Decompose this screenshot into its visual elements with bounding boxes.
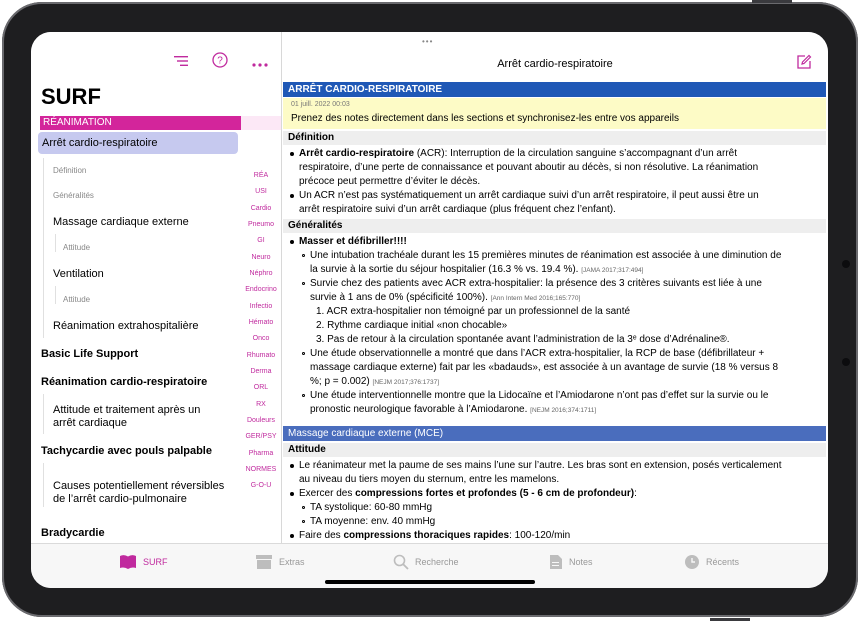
nav-item-bls[interactable]: Basic Life Support — [41, 348, 139, 360]
index-item[interactable]: Endocrino — [245, 286, 277, 293]
bullet — [302, 282, 305, 285]
section-banner-mce: Massage cardiaque externe (MCE) — [283, 426, 826, 441]
nav-item-tachycardie[interactable]: Tachycardie avec pouls palpable — [41, 445, 212, 457]
nav-subitem-attitude-traitement[interactable]: Attitude et traitement après un — [53, 404, 201, 416]
index-item[interactable]: Pneumo — [247, 221, 275, 228]
index-item[interactable]: ORL — [253, 384, 269, 391]
nav-item-bradycardie[interactable]: Bradycardie — [41, 527, 105, 539]
nav-subitem-attitude[interactable]: Attitude — [63, 243, 91, 252]
index-item[interactable]: RX — [256, 401, 266, 408]
text-line: TA moyenne: env. 40 mmHg — [310, 516, 436, 527]
tree-line — [43, 463, 44, 507]
multitasking-dots-icon[interactable]: ••• — [422, 37, 434, 46]
sidebar-toolbar — [31, 52, 281, 74]
nav-subitem-generalites[interactable]: Généralités — [53, 191, 94, 200]
index-item[interactable]: USI — [255, 188, 267, 195]
nav-subitem-causes[interactable]: Causes potentiellement réversibles — [53, 480, 225, 492]
note-text: Prenez des notes directement dans les sections et synchronisez-les entre vos appareils — [291, 113, 679, 124]
tree-line — [55, 234, 56, 252]
index-item[interactable]: GI — [257, 237, 265, 244]
document-icon — [549, 554, 563, 570]
tab-label: SURF — [143, 557, 168, 567]
detail-title: Arrêt cardio-respiratoire — [497, 58, 613, 70]
tree-line — [43, 394, 44, 434]
bullet — [290, 534, 294, 538]
index-item[interactable]: Hémato — [248, 319, 274, 326]
index-item[interactable]: Néphro — [249, 270, 273, 277]
index-item[interactable]: Infectio — [249, 303, 273, 310]
compose-icon[interactable] — [796, 54, 814, 72]
tab-label: Recherche — [415, 557, 459, 567]
clock-icon — [684, 554, 700, 570]
text-line: %; p = 0.002) [NEJM 2017;376:1737] — [310, 376, 440, 387]
nav-subitem-definition[interactable]: Définition — [53, 166, 87, 175]
subheading-generalites: Généralités — [283, 219, 826, 233]
note-box[interactable] — [283, 98, 826, 129]
index-item[interactable]: Cardio — [250, 205, 272, 212]
subheading-attitude: Attitude — [283, 443, 826, 457]
index-item[interactable]: Derma — [250, 368, 272, 375]
text-line: massage cardiaque externe) fait par les «badauds», est associée à un avantage de survie (18 % versus 8 — [310, 362, 779, 373]
text-line: respiratoire, d’une perte de connaissance et pouvant aboutir au décès, si non résolutive. La réanimation — [299, 162, 759, 173]
text-line: Masser et défibriller!!!! — [299, 236, 407, 247]
search-icon — [393, 554, 409, 570]
tab-recherche[interactable] — [393, 552, 459, 572]
bullet — [290, 194, 294, 198]
text-line: arrêt respiratoire suivi d’un arrêt cardiaque (plus fréquent chez l’enfant). — [299, 204, 616, 215]
bullet — [302, 520, 305, 523]
tab-label: Extras — [279, 557, 305, 567]
camera-dot — [842, 358, 850, 366]
text-line: 2. Rythme cardiaque initial «non chocable» — [316, 320, 508, 331]
index-item[interactable]: Rhumato — [246, 352, 276, 359]
text-line: Faire des compressions thoraciques rapides: 100-120/min — [299, 530, 571, 541]
text-line: Survie chez des patients avec ACR extra-hospitalier: la présence des 3 critères suivants est liée à une — [310, 278, 762, 289]
svg-text:?: ? — [217, 55, 223, 67]
text-line: 1. ACR extra-hospitalier non témoigné par un professionnel de la santé — [316, 306, 631, 317]
detail-header — [282, 48, 828, 80]
text-line: précoce peut permettre d’éviter le décès. — [299, 176, 481, 187]
bullet — [302, 506, 305, 509]
nav-subitem-attitude-2[interactable]: Attitude — [63, 295, 91, 304]
text-line: la survie à la sortie du séjour hospitalier (16.3 % vs. 19.4 %). [JAMA 2017;317:494] — [310, 264, 644, 275]
tab-surf[interactable] — [119, 552, 168, 572]
text-line: Une étude observationnelle a montré que dans l’ACR extra-hospitalier, la RCP de base (défibrillateur + — [310, 348, 765, 359]
text-line: 3. Pas de retour à la circulation spontanée avant l’administration de la 3ᵉ dose d’Adrénaline®. — [316, 334, 730, 345]
text-line: TA systolique: 60-80 mmHg — [310, 502, 433, 513]
text-line: Exercer des compressions fortes et profondes (5 - 6 cm de profondeur): — [299, 488, 637, 499]
subheading-definition: Définition — [283, 131, 826, 145]
section-header: RÉANIMATION — [40, 116, 241, 130]
section-header-extension — [241, 116, 281, 130]
top-button — [752, 0, 792, 3]
tree-line — [55, 286, 56, 304]
nav-item-selected[interactable] — [38, 132, 238, 154]
tab-label: Notes — [569, 557, 593, 567]
camera-dot — [842, 260, 850, 268]
detail-pane — [282, 32, 828, 543]
help-icon[interactable] — [210, 52, 230, 72]
index-item[interactable]: GER/PSY — [245, 433, 277, 440]
index-item[interactable]: Onco — [252, 335, 270, 342]
archive-icon — [255, 554, 273, 570]
tab-label: Récents — [706, 557, 740, 567]
text-line: Une intubation trachéale durant les 15 premières minutes de réanimation est associée à une diminution de — [310, 250, 782, 261]
text-line: Arrêt cardio-respiratoire (ACR): Interruption de la circulation sanguine s’accompagnant d’un arrêt — [299, 148, 737, 159]
index-item[interactable]: Pharma — [248, 450, 274, 457]
text-line: Un ACR n’est pas systématiquement un arrêt cardiaque suivi d’un arrêt respiratoire, il peut aussi être un — [299, 190, 759, 201]
list-icon[interactable] — [171, 52, 191, 72]
sidebar — [31, 32, 282, 543]
tab-extras[interactable] — [255, 552, 305, 572]
bullet — [302, 254, 305, 257]
bullet — [290, 464, 294, 468]
index-item[interactable]: Douleurs — [246, 417, 275, 424]
bullet — [290, 152, 294, 156]
nav-subitem-reanimation-extra[interactable]: Réanimation extrahospitalière — [53, 320, 199, 332]
text-line: survie à 1 ans de 0% (spécificité 100%). [Ann Intern Med 2016;165:770] — [310, 292, 581, 303]
nav-item-label: Arrêt cardio-respiratoire — [42, 137, 158, 149]
bullet — [302, 394, 305, 397]
bullet — [290, 240, 294, 244]
tab-notes[interactable] — [549, 552, 593, 572]
app-title: SURF — [41, 84, 101, 109]
book-icon — [119, 554, 137, 570]
text-line: Le réanimateur met la paume de ses mains l’une sur l’autre. Les bras sont en extension, posés verticalement — [299, 460, 782, 471]
nav-item-rcr[interactable]: Réanimation cardio-respiratoire — [41, 376, 208, 388]
text-line: au niveau du tiers moyen du sternum, entre les mamelons. — [299, 474, 560, 485]
section-banner: ARRÊT CARDIO-RESPIRATOIRE — [283, 82, 826, 97]
bullet — [290, 492, 294, 496]
text-line: pronostic neurologique favorable à l’Amiodarone. [NEJM 2016;374:1711] — [310, 404, 597, 415]
more-icon[interactable] — [250, 52, 270, 72]
text-line: Une étude interventionnelle montre que la Lidocaïne et l’Amiodarone n’ont pas d’effet sur la survie ou le — [310, 390, 769, 401]
article-content — [282, 81, 828, 543]
bullet — [302, 352, 305, 355]
tree-line — [43, 158, 44, 338]
index-item[interactable]: G-O-U — [250, 482, 272, 489]
index-item[interactable]: Neuro — [251, 254, 271, 261]
home-indicator[interactable] — [325, 580, 535, 584]
screen — [31, 32, 828, 588]
nav-subitem-massage[interactable]: Massage cardiaque externe — [53, 216, 189, 228]
nav-subitem-attitude-traitement-2[interactable]: arrêt cardiaque — [53, 417, 127, 429]
tab-recents[interactable] — [684, 552, 739, 572]
note-date: 01 juill. 2022 00:03 — [291, 101, 350, 108]
index-item[interactable]: NORMES — [245, 466, 277, 473]
nav-subitem-ventilation[interactable]: Ventilation — [53, 268, 104, 280]
tab-bar — [31, 543, 828, 588]
nav-subitem-causes-2[interactable]: de l’arrêt cardio-pulmonaire — [53, 493, 187, 505]
index-item[interactable]: RÉA — [253, 172, 269, 179]
